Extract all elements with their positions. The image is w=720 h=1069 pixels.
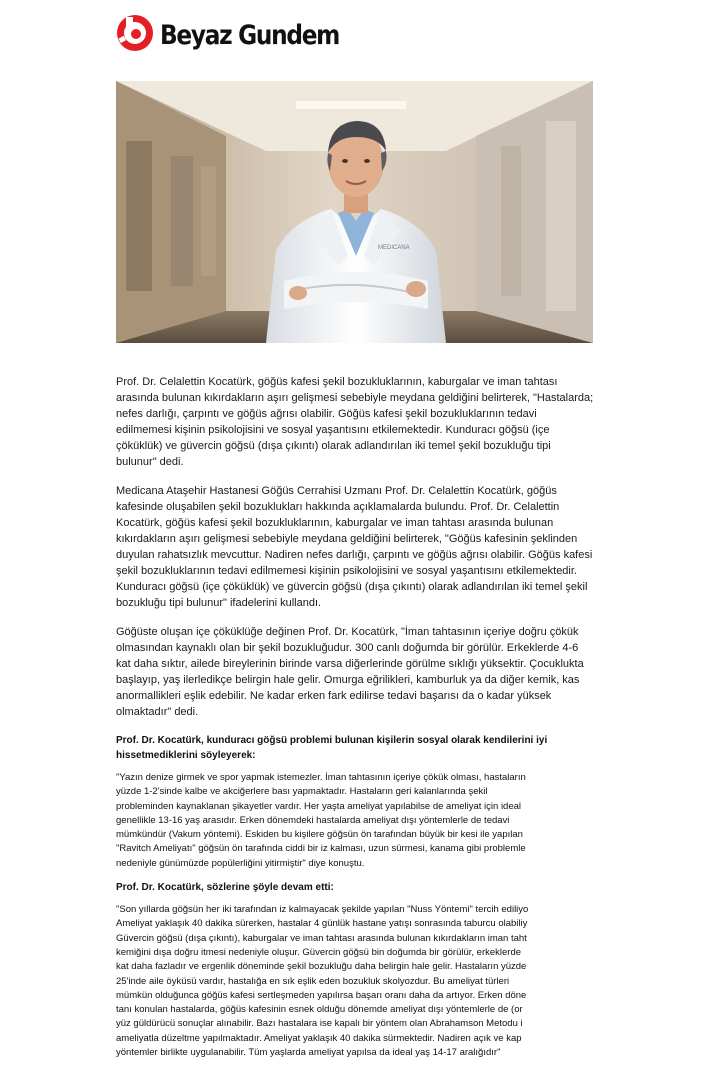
coat-logo-text: MEDICANA [378, 245, 410, 251]
article-photo [116, 81, 593, 343]
site-logo[interactable] [116, 14, 368, 52]
article-paragraph-2: Medicana Ataşehir Hastanesi Göğüs Cerrahisi Uzmanı Prof. Dr. Celalettin Kocatürk, göğüs kafesinde oluşabilen şekil bozuklukları hakkında açıklamalarda bulundu. Prof. Dr. Celalettin Kocatürk, göğüs kafesi şekil bozukluklarının, kaburgalar ve iman tahtası arasında bulunan kıkırdakların aşırı gelişmesi sebebiyle meydana geldiğini belirterek, "Göğüs kafesinin şeklinden duyulan rahatsızlık mevcuttur. Nadiren nefes darlığı, çarpıntı ve göğüs ağrısı olabilir. Göğüs kafesi şekil bozukluklarının tedavi edilmemesi kişinin psikolojisini ve sosyal yaşantısını etkilemektedir. Kunduracı göğsü (içe çöküklük) ve güvercin göğsü (dışa çıkıntı) olarak adlandırılan iki temel şekil bozukluğu tipi bulunur" ifadelerini kullandı. [116, 485, 593, 609]
article-subheading-1: Prof. Dr. Kocatürk, kunduracı göğsü problemi bulunan kişilerin sosyal olarak kendilerini iyi hissetmediklerini söyleyerek: [116, 735, 548, 761]
quote-line: probleminden kaynaklanan şikayetler vardır. Her yaşta ameliyat yapılabilse de ameliyat için ideal [116, 800, 522, 812]
quote-line: "Son yıllarda göğsün her iki tarafından iz kalmayacak şekilde yapılan "Nuss Yöntemi" tercih ediliyo [116, 904, 529, 916]
quote-line: tanı konulan hastalarda, göğüs kafesinin esnek olduğu dönemde ameliyat dışı yöntemlerle de (or [116, 1004, 523, 1016]
quote-line: ameliyatla düzeltme yapılmaktadır. Ameliyat yaklaşık 40 dakika sürmektedir. Nadiren açık ve kap [116, 1032, 522, 1044]
article-body [116, 374, 594, 1069]
article-quote-1 [116, 771, 530, 871]
article-quote-2 [116, 903, 530, 1060]
article-paragraph-1: Prof. Dr. Celalettin Kocatürk, göğüs kafesi şekil bozukluklarının, kaburgalar ve iman tahtası arasında bulunan kıkırdakların aşırı gelişmesi sebebiyle meydana geldiğini belirterek, "Hastalarda; nefes darlığı, çarpıntı ve göğüs ağrısı olabilir. Göğüs kafesi şekil bozukluklarının tedavi edilmemesi kişinin psikolojisini ve sosyal yaşantısını etkilemektedir. Kunduracı göğsü (içe çöküklük) ve güvercin göğsü (dışa çıkıntı) olarak adlandırılan iki temel şekil bozukluğu tipi bulunur" dedi. [116, 376, 594, 468]
article-paragraph-3: Göğüste oluşan içe çöküklüğe değinen Prof. Dr. Kocatürk, "İman tahtasının içeriye doğru çökük olmasından kaynaklı olan bir şekil bozukluğudur. 300 canlı doğumda bir görülür. Erkeklerde 4-6 kat daha sıktır, ailede bireylerinin birinde varsa diğerlerinde görülme sıklığı yüksektir. Çocuklukta başlayıp, yaş ilerledikçe belirgin hale gelir. Omurga eğrilikleri, kamburluk ya da diğer kemik, kas anormallikleri eşlik edebilir. Ne kadar erken fark edilirse tedavi başarısı da o kadar yüksek olmaktadır" dedi. [116, 626, 584, 718]
quote-line: mümkündür (Vakum yöntemi). Eskiden bu kişilere göğsün ön tarafından büyük bir kesi ile yapılan [116, 829, 523, 841]
logo-mark-icon [116, 14, 154, 52]
quote-line: genellikle 13-16 yaş arasıdır. Erken dönemdeki hastalarda ameliyat dışı yöntemlerle de tedavi [116, 814, 510, 826]
quote-line: Ameliyat yaklaşık 40 dakika sürerken, hastalar 4 günlük hastane yatışı sonrasında taburcu olabiliy [116, 918, 528, 930]
quote-line: yöntemler birlikte uygulanabilir. Tüm yaşlarda ameliyat yapılsa da ideal yaş 14-17 aralığıdır" [116, 1047, 501, 1059]
quote-line: kat daha fazladır ve ergenlik döneminde şekil bozukluğu daha belirgin hale gelir. Hastaların yüzde [116, 961, 527, 973]
quote-line: mümkün olduğunca göğüs kafesi sertleşmeden yapılırsa başarı oranı daha da artıyor. Erken döne [116, 989, 527, 1001]
quote-line: yüzde 1-2'sinde kalbe ve akciğerlere bası yapmaktadır. Hastaların geri kalanlarında şekil [116, 786, 488, 798]
quote-line: yüz güldürücü sonuçlar alınabilir. Bazı hastalara ise kapalı bir yöntem olan Abrahamson Metodu i [116, 1018, 523, 1030]
quote-line: Güvercin göğsü (dışa çıkıntı), kaburgalar ve iman tahtası arasında bulunan kıkırdakların iman taht [116, 932, 527, 944]
quote-line: 25'inde aile öyküsü vardır, hastalığa en sık eşlik eden bozukluk skolyozdur. Bu ameliyat türleri [116, 975, 510, 987]
quote-line: kemiğini dışa doğru itmesi nedeniyle oluşur. Güvercin göğsü bin doğumda bir görülür, erkeklerde [116, 946, 522, 958]
article-subheading-2: Prof. Dr. Kocatürk, sözlerine şöyle devam etti: [116, 882, 334, 894]
logo-text: Beyaz Gundem [160, 19, 340, 51]
quote-line: "Ravitch Ameliyatı" göğsün ön tarafında ciddi bir iz kalması, uzun sürmesi, kanama gibi problemle [116, 843, 526, 855]
quote-line: "Yazın denize girmek ve spor yapmak istemezler. İman tahtasının içeriye çökük olması, hastaların [116, 772, 526, 783]
quote-line: nedeniyle günümüzde popülerliğini yitirmiştir" diye konuştu. [116, 857, 365, 869]
